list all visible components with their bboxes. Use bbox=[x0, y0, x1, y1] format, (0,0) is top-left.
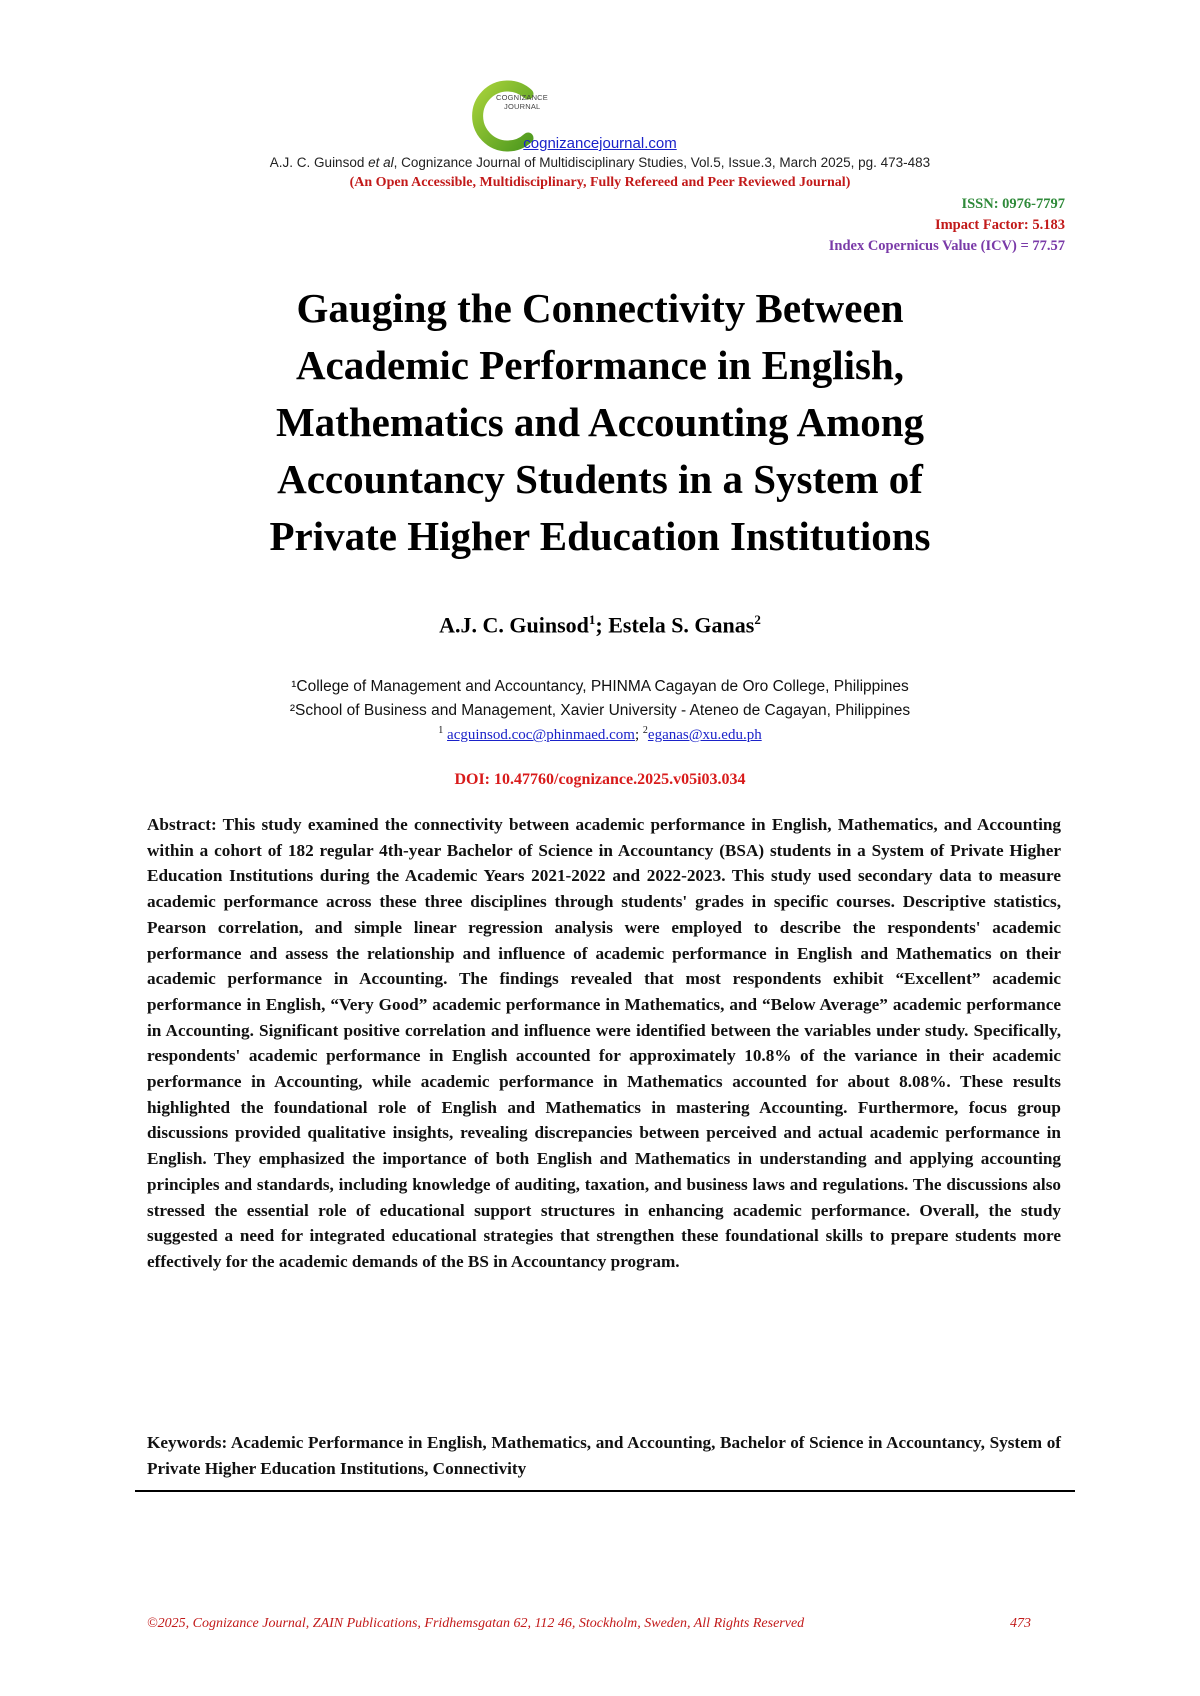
author-1-marker: 1 bbox=[588, 612, 596, 627]
author-2-marker: 2 bbox=[754, 612, 761, 627]
title-line: Accountancy Students in a System of bbox=[277, 456, 923, 502]
email-separator: ; bbox=[634, 727, 643, 743]
citation-author: A.J. C. Guinsod bbox=[269, 155, 369, 170]
affiliation-1: ¹College of Management and Accountancy, PHINMA Cagayan de Oro College, Philippines bbox=[291, 678, 909, 695]
affiliation-2: ²School of Business and Management, Xavier University - Ateneo de Cagayan, Philippines bbox=[289, 702, 911, 719]
title-line: Academic Performance in English, bbox=[295, 342, 905, 388]
abstract-text: This study examined the connectivity between academic performance in English, Mathematics, and Accounting within a cohort of 182 regular 4th-year Bachelor of Science in Accountancy (BSA) students in a System of Private Higher Education Institutions during the Academic Years 2021-2022 and 2022-2023. This study used secondary data to measure academic performance across these three disciplines through students' grades in specific courses. Descriptive statistics, Pearson correlation, and simple linear regression analysis were employed to describe the respondents' academic performance and assess the relationship and influence of academic performance in English and Mathematics on their academic performance in Accounting. The findings revealed that most respondents exhibit “Excellent” academic performance in English, “Very Good” academic performance in Mathematics, and “Below Average” academic performance in Accounting. Significant positive correlation and influence were identified between the variables under study. Specifically, respondents' academic performance in English accounted for approximately 10.8% of the variance in their academic performance in Accounting, while academic performance in Mathematics accounted for about 8.08%. These results highlighted the foundational role of English and Mathematics in mastering Accounting. Furthermore, focus group discussions provided qualitative insights, revealing discrepancies between perceived and actual academic performance in English. They emphasized the importance of both English and Mathematics in understanding and applying accounting principles and standards, including knowledge of auditing, taxation, and business laws and regulations. The discussions also stressed the essential role of educational support structures in enhancing academic performance. Overall, the study suggested a need for integrated educational strategies that strengthen these foundational skills to prepare students more effectively for the academic demands of the BS in Accountancy program. bbox=[147, 815, 1062, 1271]
issn: ISSN: 0976-7797 bbox=[961, 196, 1065, 212]
keywords-label: Keywords: bbox=[147, 1433, 231, 1452]
author-2: Estela S. Ganas bbox=[608, 612, 755, 638]
logo-line2: JOURNAL bbox=[504, 102, 541, 111]
email-2-marker: 2 bbox=[642, 725, 648, 736]
title-line: Private Higher Education Institutions bbox=[269, 513, 931, 559]
citation-etal: et al bbox=[368, 155, 394, 170]
keywords-text: Academic Performance in English, Mathematics, and Accounting, Bachelor of Science in Accountancy, System of Private Higher Education Institutions, Connectivity bbox=[147, 1433, 1062, 1478]
title-line: Gauging the Connectivity Between bbox=[296, 285, 904, 331]
page-number: 473 bbox=[1010, 1616, 1031, 1631]
citation-details: , Cognizance Journal of Multidisciplinary Studies, Vol.5, Issue.3, March 2025, pg. 473-483 bbox=[393, 155, 931, 170]
logo-line1: COGNIZANCE bbox=[496, 93, 549, 102]
impact-factor: Impact Factor: 5.183 bbox=[934, 217, 1065, 233]
keywords bbox=[147, 1430, 1061, 1481]
title-line: Mathematics and Accounting Among bbox=[275, 399, 925, 445]
paper-title bbox=[150, 280, 1050, 565]
journal-site-link[interactable]: cognizancejournal.com bbox=[523, 135, 677, 152]
email-2-link[interactable]: eganas@xu.edu.ph bbox=[647, 727, 762, 743]
email-1-marker: 1 bbox=[438, 725, 444, 736]
open-access-note: (An Open Accessible, Multidisciplinary, Fully Refereed and Peer Reviewed Journal) bbox=[349, 175, 851, 190]
footer-copyright: ©2025, Cognizance Journal, ZAIN Publications, Fridhemsgatan 62, 112 46, Stockholm, Sweden, All Rights Reserved bbox=[147, 1616, 805, 1631]
doi[interactable]: DOI: 10.47760/cognizance.2025.v05i03.034 bbox=[454, 771, 746, 788]
abstract-label: Abstract: bbox=[147, 815, 223, 834]
logo-wordmark bbox=[496, 93, 556, 111]
abstract bbox=[147, 812, 1061, 1275]
icv-value: Index Copernicus Value (ICV) = 77.57 bbox=[828, 238, 1065, 254]
citation-line bbox=[0, 155, 1200, 170]
author-emails bbox=[0, 725, 1200, 744]
author-separator: ; bbox=[595, 612, 609, 638]
author-1: A.J. C. Guinsod bbox=[439, 612, 589, 638]
author-list bbox=[0, 612, 1200, 638]
email-1-link[interactable]: acguinsod.coc@phinmaed.com bbox=[447, 727, 635, 743]
section-divider bbox=[135, 1490, 1075, 1492]
